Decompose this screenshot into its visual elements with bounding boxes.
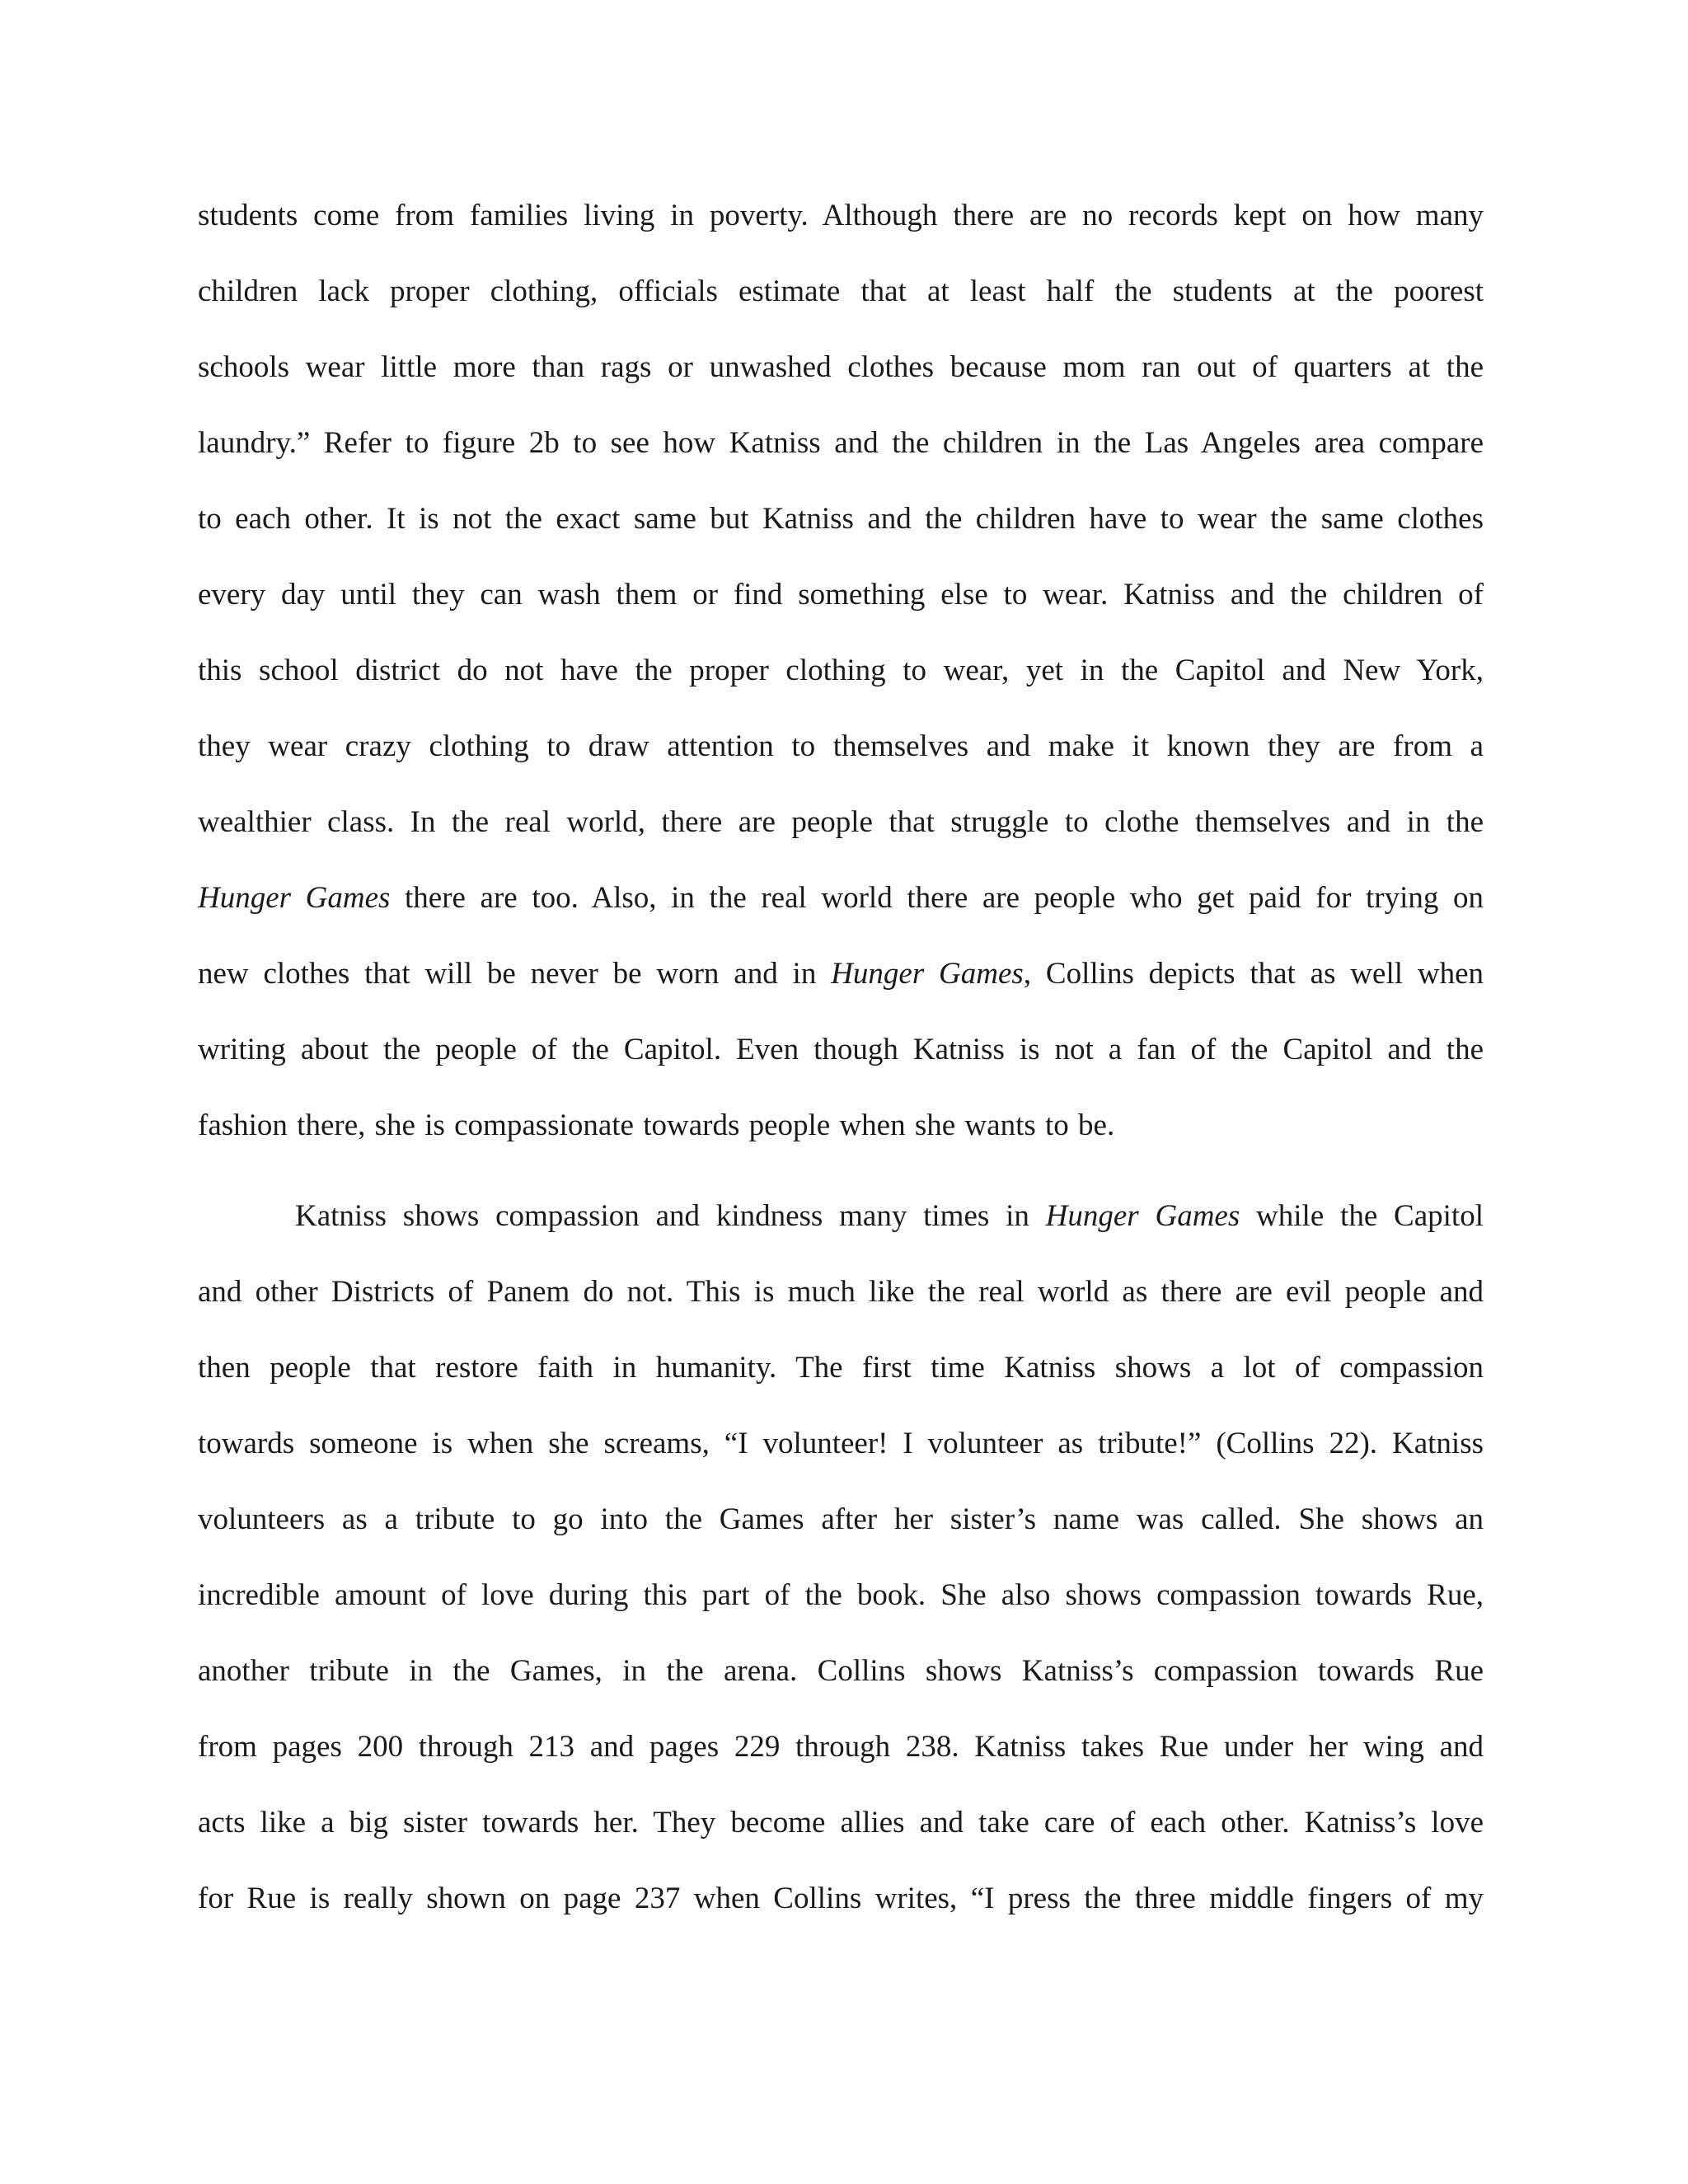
text-line: they wear crazy clothing to draw attention to themselves and make it known they are from a: [198, 729, 1484, 763]
text-line: this school district do not have the proper clothing to wear, yet in the Capitol and New York,: [198, 654, 1484, 687]
book-title-italic: Hunger Games: [831, 957, 1024, 991]
text-line: towards someone is when she screams, “I volunteer! I volunteer as tribute!” (Collins 22). Katniss: [198, 1427, 1484, 1460]
text-span: there are too. Also, in the real world there are people who get paid for trying on: [390, 881, 1484, 915]
text-line: incredible amount of love during this part of the book. She also shows compassion towards Rue,: [198, 1578, 1484, 1612]
text-line: then people that restore faith in humanity. The first time Katniss shows a lot of compassion: [198, 1351, 1484, 1385]
text-line: from pages 200 through 213 and pages 229 through 238. Katniss takes Rue under her wing and: [198, 1730, 1484, 1764]
text-line: acts like a big sister towards her. They become allies and take care of each other. Katniss’s love: [198, 1806, 1484, 1840]
text-line: another tribute in the Games, in the arena. Collins shows Katniss’s compassion towards Rue: [198, 1654, 1484, 1688]
book-title-italic: Hunger Games: [1045, 1199, 1240, 1233]
book-title-italic: Hunger Games: [198, 881, 391, 915]
body-paragraph-2: [198, 1192, 1484, 1950]
text-line: writing about the people of the Capitol. Even though Katniss is not a fan of the Capitol and the: [198, 1033, 1484, 1066]
text-line: schools wear little more than rags or unwashed clothes because mom ran out of quarters at the: [198, 350, 1484, 384]
text-span: Katniss shows compassion and kindness many times in: [295, 1199, 1046, 1233]
text-line: every day until they can wash them or find something else to wear. Katniss and the children of: [198, 578, 1484, 612]
text-line: laundry.” Refer to figure 2b to see how Katniss and the children in the Las Angeles area compare: [198, 426, 1484, 460]
text-line: to each other. It is not the exact same but Katniss and the children have to wear the same clothes: [198, 502, 1484, 536]
text-line: fashion there, she is compassionate towards people when she wants to be.: [198, 1108, 1115, 1142]
text-line: [198, 874, 1484, 949]
text-line: [198, 1192, 1484, 1268]
text-line: wealthier class. In the real world, there are people that struggle to clothe themselves and in the: [198, 805, 1484, 839]
text-span: new clothes that will be never be worn and in: [198, 957, 832, 991]
text-span: while the Capitol: [1240, 1199, 1484, 1233]
text-line: students come from families living in poverty. Although there are no records kept on how many: [198, 199, 1484, 232]
text-span: , Collins depicts that as well when: [1023, 957, 1484, 991]
text-line: children lack proper clothing, officials estimate that at least half the students at the poorest: [198, 274, 1484, 308]
text-line: volunteers as a tribute to go into the Games after her sister’s name was called. She shows an: [198, 1502, 1484, 1536]
text-line: [198, 949, 1484, 1025]
text-line: for Rue is really shown on page 237 when Collins writes, “I press the three middle fingers of my: [198, 1882, 1484, 1915]
body-paragraph-1: [198, 191, 1484, 1177]
text-line: and other Districts of Panem do not. This is much like the real world as there are evil people and: [198, 1275, 1484, 1309]
